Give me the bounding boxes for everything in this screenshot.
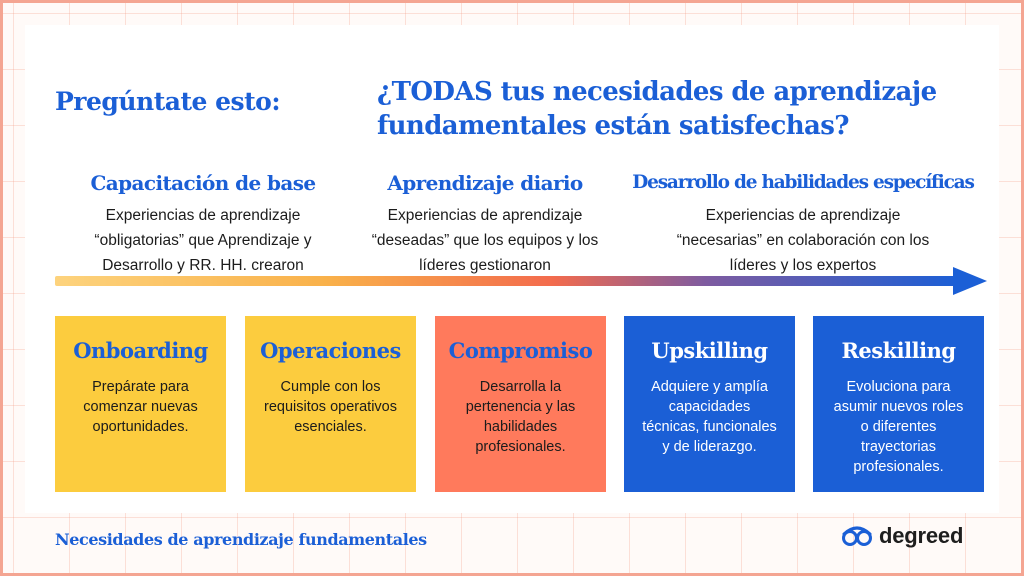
card-onboarding bbox=[55, 316, 226, 492]
card-title: Reskilling bbox=[841, 338, 956, 363]
card-title: Operaciones bbox=[260, 338, 401, 363]
card-reskilling bbox=[813, 316, 984, 492]
card-title: Upskilling bbox=[651, 338, 768, 363]
prompt-question-line-2: fundamentales están satisfechas? bbox=[377, 111, 849, 141]
category-description-line: Experiencias de aprendizaje bbox=[387, 207, 583, 224]
card-description: Desarrolla la pertenencia y las habilidades profesionales. bbox=[465, 379, 576, 455]
category-description-line: “obligatorias” que Aprendizaje y bbox=[94, 232, 312, 249]
brand-logo bbox=[841, 523, 963, 549]
timeline-gradient-bar bbox=[55, 276, 959, 286]
card-description: Cumple con los requisitos operativos esenciales. bbox=[264, 379, 397, 435]
category-description-line: líderes y los expertos bbox=[729, 257, 877, 274]
category-title: Capacitación de base bbox=[90, 171, 316, 195]
prompt-question-line-1: ¿TODAS tus necesidades de aprendizaje bbox=[377, 77, 937, 107]
card-title: Compromiso bbox=[448, 338, 593, 363]
category-description-line: Experiencias de aprendizaje bbox=[105, 207, 301, 224]
footer-caption: Necesidades de aprendizaje fundamentales bbox=[55, 530, 427, 549]
degreed-logo-icon bbox=[841, 523, 873, 549]
card-description: Prepárate para comenzar nuevas oportunidades. bbox=[83, 379, 198, 435]
category-skills bbox=[625, 167, 981, 278]
category-description-line: líderes gestionaron bbox=[419, 257, 551, 274]
timeline-arrowhead-icon bbox=[953, 267, 987, 295]
prompt-label: Pregúntate esto: bbox=[55, 87, 281, 116]
card-compromiso bbox=[435, 316, 606, 492]
card-title: Onboarding bbox=[73, 338, 208, 363]
category-daily bbox=[345, 167, 625, 278]
category-title: Aprendizaje diario bbox=[387, 171, 583, 195]
prompt-question bbox=[377, 75, 997, 143]
category-description-line: “deseadas” que los equipos y los bbox=[371, 232, 599, 249]
category-description-line: Desarrollo y RR. HH. crearon bbox=[102, 257, 304, 274]
brand-name: degreed bbox=[879, 523, 964, 548]
category-description bbox=[63, 203, 343, 278]
card-description: Evoluciona para asumir nuevos roles o diferentes trayectorias profesionales. bbox=[833, 379, 964, 475]
card-description: Adquiere y amplía capacidades técnicas, funcionales y de liderazgo. bbox=[642, 379, 777, 455]
category-foundational bbox=[63, 167, 343, 278]
category-description-line: Experiencias de aprendizaje bbox=[705, 207, 901, 224]
category-description bbox=[625, 203, 981, 278]
category-description-line: “necesarias” en colaboración con los bbox=[676, 232, 930, 249]
category-description bbox=[345, 203, 625, 278]
category-title: Desarrollo de habilidades específicas bbox=[632, 172, 974, 193]
card-operaciones bbox=[245, 316, 416, 492]
card-upskilling bbox=[624, 316, 795, 492]
